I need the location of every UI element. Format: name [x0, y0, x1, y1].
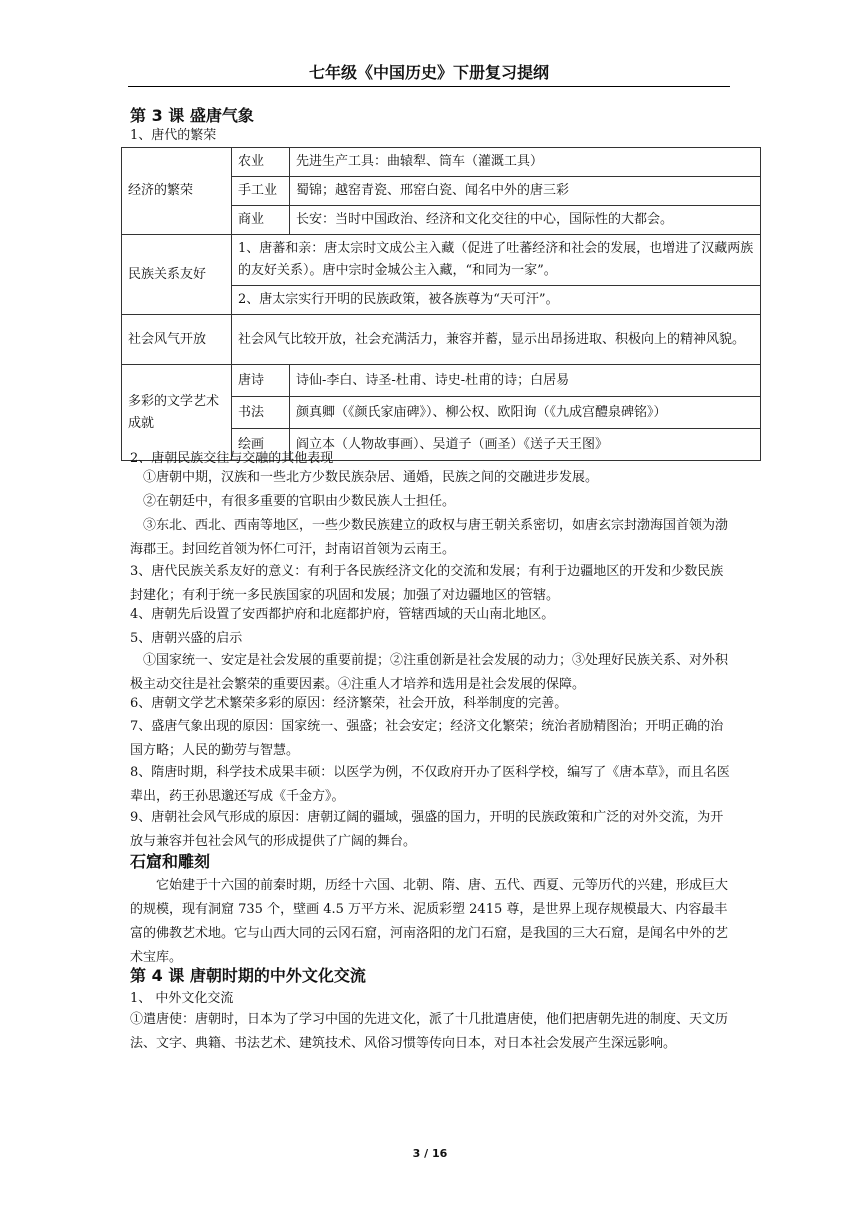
page-header-title: 七年级《中国历史》下册复习提纲	[308, 63, 549, 82]
lesson3-item2-3: ③东北、西北、西南等地区，一些少数民族建立的政权与唐王朝关系密切，如唐玄宗封渤海国首领为渤海郡王。封回纥首领为怀仁可汗，封南诏首领为云南王。	[130, 518, 729, 557]
cell-sub-label: 农业	[232, 148, 290, 177]
lesson3-item3: 3、唐代民族关系友好的意义：有利于各民族经济文化的交流和发展；有利于边疆地区的开发和少数民族封建化；有利于统一多民族国家的巩固和发展；加强了对边疆地区的管辖。	[130, 564, 724, 603]
lesson3-item5-1: ①国家统一、安定是社会发展的重要前提；②注重创新是社会发展的动力；③处理好民族关系、对外积极主动交往是社会繁荣的重要因素。④注重人才培养和选用是社会发展的保障。	[130, 653, 729, 692]
cell-sub-label: 书法	[232, 397, 290, 429]
cell-text: 社会风气比较开放，社会充满活力，兼容并蓄，显示出昂扬进取、积极向上的精神风貌。	[232, 315, 761, 365]
cell-text: 阎立本（人物故事画）、吴道子（画圣）《送子天王图》	[290, 429, 761, 461]
header-rule	[128, 86, 730, 87]
lesson3-item4: 4、唐朝先后设置了安西都护府和北庭都护府，管辖西域的天山南北地区。	[130, 607, 555, 622]
lesson3-title: 第 3 课 盛唐气象	[130, 106, 254, 125]
cell-text: 蜀锦；越窑青瓷、邢窑白瓷、闻名中外的唐三彩	[290, 177, 761, 206]
lesson3-item8: 8、隋唐时期，科学技术成果丰硕：以医学为例，不仅政府开办了医科学校，编写了《唐本草》，而且名医辈出，药王孙思邈还写成《千金方》。	[130, 765, 730, 804]
row-label-economy: 经济的繁荣	[122, 148, 232, 235]
cell-text: 长安：当时中国政治、经济和文化交往的中心，国际性的大都会。	[290, 206, 761, 235]
lesson3-item7: 7、盛唐气象出现的原因：国家统一、强盛；社会安定；经济文化繁荣；统治者励精图治；开明正确的治国方略；人民的勤劳与智慧。	[130, 719, 724, 758]
lesson4-item1: 1、 中外文化交流	[130, 991, 234, 1006]
cell-text: 先进生产工具：曲辕犁、筒车（灌溉工具）	[290, 148, 761, 177]
lesson3-item9: 9、唐朝社会风气形成的原因：唐朝辽阔的疆域，强盛的国力，开明的民族政策和广泛的对外交流，为开放与兼容并包社会风气的形成提供了广阔的舞台。	[130, 810, 724, 849]
cell-text: 颜真卿（《颜氏家庙碑》）、柳公权、欧阳询（《九成宫醴泉碑铭》）	[290, 397, 761, 429]
lesson3-item2: 2、唐朝民族交往与交融的其他表现	[130, 451, 334, 466]
grottoes-title: 石窟和雕刻	[130, 852, 211, 871]
table-row	[122, 365, 761, 397]
lesson3-item6: 6、唐朝文学艺术繁荣多彩的原因：经济繁荣，社会开放，科举制度的完善。	[130, 696, 568, 711]
table-row	[122, 315, 761, 365]
row-label-ethnic: 民族关系友好	[122, 235, 232, 315]
lesson3-item5: 5、唐朝兴盛的启示	[130, 631, 243, 646]
cell-sub-label: 商业	[232, 206, 290, 235]
grottoes-text: 它始建于十六国的前秦时期，历经十六国、北朝、隋、唐、五代、西夏、元等历代的兴建，形成巨大的规模，现有洞窟 735 个，壁画 4.5 万平方米、泥质彩塑 2415 尊，是世界上现存规模最大、内容最丰富的佛教艺术地。它与山西大同的云冈石窟，河南洛阳的龙门石窟，是我国的三大石窟，是闻名中外的艺术宝库。	[130, 878, 729, 965]
cell-sub-label: 手工业	[232, 177, 290, 206]
lesson3-item2-2: ②在朝廷中，有很多重要的官职由少数民族人士担任。	[143, 494, 456, 509]
lesson4-title: 第 4 课 唐朝时期的中外文化交流	[130, 966, 366, 985]
cell-sub-label: 唐诗	[232, 365, 290, 397]
cell-text: 1、唐蕃和亲：唐太宗时文成公主入藏（促进了吐蕃经济和社会的发展，也增进了汉藏两族的友好关系）。唐中宗时金城公主入藏，“和同为一家”。	[232, 235, 761, 286]
cell-text: 2、唐太宗实行开明的民族政策，被各族尊为“天可汗”。	[232, 286, 761, 315]
cell-sub-label: 绘画	[232, 429, 290, 461]
cell-text: 诗仙-李白、诗圣-杜甫、诗史-杜甫的诗；白居易	[290, 365, 761, 397]
row-label-literature: 多彩的文学艺术成就	[122, 365, 232, 461]
row-label-society: 社会风气开放	[122, 315, 232, 365]
lesson4-item1-1: ①遣唐使：唐朝时，日本为了学习中国的先进文化，派了十几批遣唐使，他们把唐朝先进的制度、天文历法、文字、典籍、书法艺术、建筑技术、风俗习惯等传向日本，对日本社会发展产生深远影响。	[130, 1012, 729, 1051]
lesson3-item1: 1、唐代的繁荣	[130, 128, 217, 143]
table-row	[122, 235, 761, 286]
lesson3-item2-1: ①唐朝中期，汉族和一些北方少数民族杂居、通婚，民族之间的交融进步发展。	[143, 470, 599, 485]
table-row	[122, 148, 761, 177]
tang-prosperity-table	[121, 147, 761, 461]
page-number: 3 / 16	[412, 1147, 448, 1160]
